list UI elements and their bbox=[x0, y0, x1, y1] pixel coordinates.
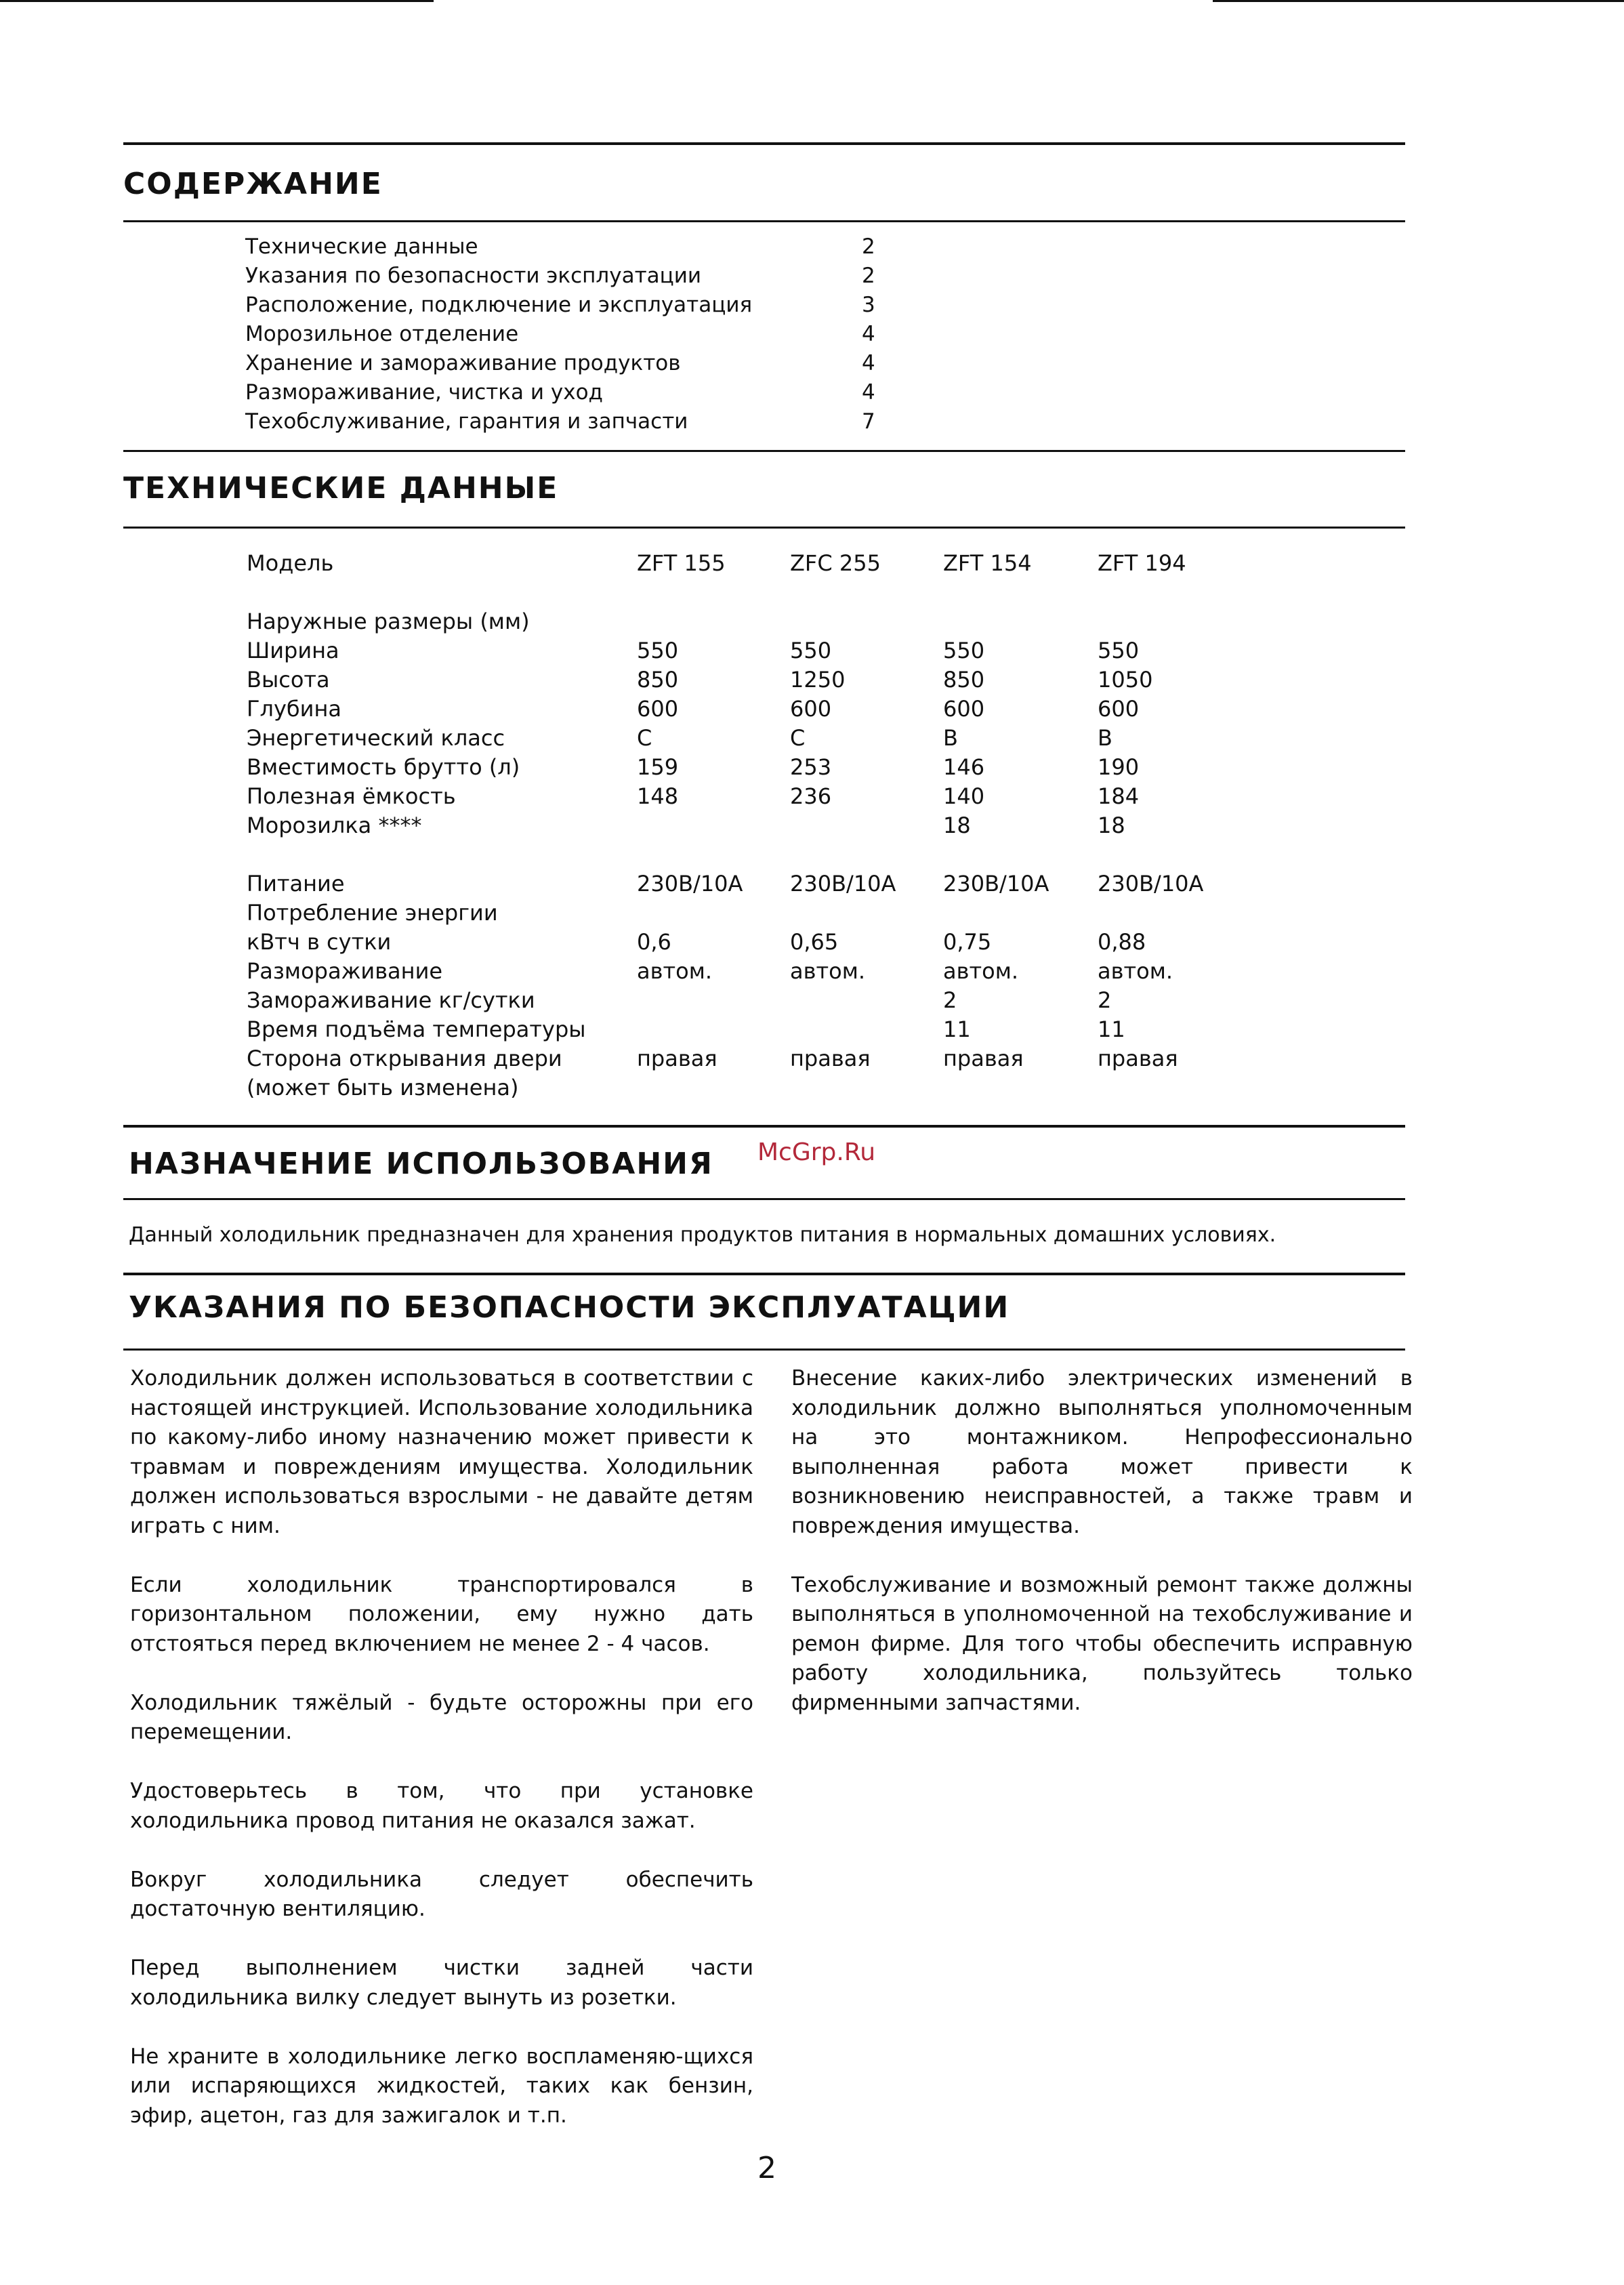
spec-row-label: Наружные размеры (мм) bbox=[247, 609, 530, 634]
purpose-title-rule bbox=[123, 1198, 1405, 1200]
spec-cell: автом. bbox=[943, 958, 1018, 984]
spec-cell: 0,6 bbox=[637, 929, 671, 955]
tech-top-rule bbox=[123, 450, 1405, 452]
spec-cell: 550 bbox=[637, 638, 679, 663]
top-edge-rule-left bbox=[0, 0, 434, 2]
safety-paragraph: Холодильник должен использоваться в соответствии с настоящей инструкцией. Использование холодильника по какому-либо иному назначению может привести к травмам и повреждениям имущества. Холодильник должен использоваться взрослыми - не давайте детям играть с ним. bbox=[130, 1366, 753, 1538]
toc-top-rule bbox=[123, 142, 1405, 145]
spec-cell: правая bbox=[637, 1046, 717, 1071]
spec-model-4: ZFT 194 bbox=[1098, 550, 1186, 576]
spec-cell: 11 bbox=[1098, 1016, 1125, 1042]
toc-item bbox=[245, 409, 896, 438]
spec-cell: 550 bbox=[943, 638, 985, 663]
spec-cell: 18 bbox=[1098, 812, 1125, 838]
spec-row-label: Сторона открывания двери bbox=[247, 1046, 562, 1071]
spec-cell: 230В/10А bbox=[637, 871, 743, 897]
spec-model-3: ZFT 154 bbox=[943, 550, 1032, 576]
toc-item bbox=[245, 322, 896, 351]
spec-cell: 253 bbox=[790, 754, 832, 780]
spec-cell: 190 bbox=[1098, 754, 1140, 780]
spec-cell: 0,75 bbox=[943, 929, 992, 955]
toc-item-page: 2 bbox=[862, 264, 875, 288]
toc-item-label: Указания по безопасности эксплуатации bbox=[245, 264, 702, 288]
spec-cell: C bbox=[790, 725, 806, 751]
toc-item bbox=[245, 351, 896, 380]
safety-paragraph: Холодильник тяжёлый - будьте осторожны при его перемещении. bbox=[130, 1690, 753, 1744]
spec-cell: B bbox=[943, 725, 958, 751]
toc-item-page: 3 bbox=[862, 293, 875, 317]
spec-cell: 600 bbox=[943, 696, 985, 722]
spec-row-label: Высота bbox=[247, 667, 330, 693]
toc-item bbox=[245, 380, 896, 409]
spec-cell: автом. bbox=[790, 958, 865, 984]
spec-cell: правая bbox=[790, 1046, 871, 1071]
spec-row-label: Размораживание bbox=[247, 958, 443, 984]
spec-row-label: Замораживание кг/сутки bbox=[247, 987, 535, 1013]
spec-cell: 0,65 bbox=[790, 929, 839, 955]
spec-row-label: Потребление энергии bbox=[247, 900, 498, 926]
spec-cell: правая bbox=[943, 1046, 1024, 1071]
spec-cell: C bbox=[637, 725, 652, 751]
spec-cell: 2 bbox=[1098, 987, 1112, 1013]
spec-cell: 11 bbox=[943, 1016, 971, 1042]
spec-cell: 850 bbox=[637, 667, 679, 693]
safety-paragraph: Внесение каких-либо электрических изменений в холодильник должно выполняться уполномоченным на это монтажником. Непрофессионально выполненная работа может привести к возникновению неисправностей, а также травм и повреждения имущества. bbox=[791, 1366, 1413, 1538]
spec-row-label: Глубина bbox=[247, 696, 341, 722]
safety-paragraph: Вокруг холодильника следует обеспечить достаточную вентиляцию. bbox=[130, 1867, 753, 1921]
spec-model-1: ZFT 155 bbox=[637, 550, 726, 576]
spec-row-label: Морозилка **** bbox=[247, 812, 422, 838]
spec-cell: автом. bbox=[1098, 958, 1173, 984]
spec-cell: 550 bbox=[790, 638, 832, 663]
safety-title: УКАЗАНИЯ ПО БЕЗОПАСНОСТИ ЭКСПЛУАТАЦИИ bbox=[129, 1290, 1010, 1325]
spec-cell: 1250 bbox=[790, 667, 846, 693]
spec-cell: 159 bbox=[637, 754, 679, 780]
spec-row-label: Время подъёма температуры bbox=[247, 1016, 586, 1042]
spec-cell: 230В/10А bbox=[790, 871, 896, 897]
spec-row-label: Питание bbox=[247, 871, 345, 897]
purpose-title: НАЗНАЧЕНИЕ ИСПОЛЬЗОВАНИЯ bbox=[129, 1147, 713, 1181]
toc-title: СОДЕРЖАНИЕ bbox=[123, 167, 383, 201]
spec-row-label: Ширина bbox=[247, 638, 339, 663]
toc-item-page: 4 bbox=[862, 351, 875, 375]
spec-cell: 600 bbox=[637, 696, 679, 722]
spec-cell: 230В/10А bbox=[943, 871, 1049, 897]
tech-title-rule bbox=[123, 527, 1405, 529]
safety-left-column bbox=[130, 1364, 753, 2160]
spec-cell: 0,88 bbox=[1098, 929, 1146, 955]
toc-title-rule bbox=[123, 220, 1405, 222]
safety-top-rule bbox=[123, 1273, 1405, 1275]
safety-paragraph: Если холодильник транспортировался в горизонтальном положении, ему нужно дать отстояться перед включением не менее 2 - 4 часов. bbox=[130, 1572, 753, 1656]
spec-cell: 140 bbox=[943, 783, 985, 809]
toc-item bbox=[245, 264, 896, 293]
spec-cell: 1050 bbox=[1098, 667, 1153, 693]
spec-cell: B bbox=[1098, 725, 1112, 751]
safety-paragraph: Не храните в холодильнике легко воспламеняю-щихся или испаряющихся жидкостей, таких как бензин, эфир, ацетон, газ для зажигалок и т.п. bbox=[130, 2044, 753, 2128]
toc-item-label: Хранение и замораживание продуктов bbox=[245, 351, 681, 375]
spec-cell: 148 bbox=[637, 783, 679, 809]
spec-row-label: кВтч в сутки bbox=[247, 929, 392, 955]
toc-item-label: Размораживание, чистка и уход bbox=[245, 380, 603, 405]
spec-cell: 230В/10А bbox=[1098, 871, 1204, 897]
purpose-text: Данный холодильник предназначен для хранения продуктов питания в нормальных домашних условиях. bbox=[129, 1223, 1276, 1247]
toc-item-page: 4 bbox=[862, 322, 875, 346]
toc-item-label: Техобслуживание, гарантия и запчасти bbox=[245, 409, 688, 434]
spec-cell: 236 bbox=[790, 783, 832, 809]
toc-item-label: Расположение, подключение и эксплуатация bbox=[245, 293, 753, 317]
spec-row-label: Энергетический класс bbox=[247, 725, 505, 751]
spec-cell: 184 bbox=[1098, 783, 1140, 809]
toc-item bbox=[245, 234, 896, 264]
purpose-top-rule bbox=[123, 1125, 1405, 1128]
spec-model-2: ZFC 255 bbox=[790, 550, 881, 576]
toc-item-page: 2 bbox=[862, 234, 875, 259]
spec-cell: правая bbox=[1098, 1046, 1178, 1071]
spec-row-label: Полезная ёмкость bbox=[247, 783, 456, 809]
spec-row-label: Вместимость брутто (л) bbox=[247, 754, 520, 780]
spec-cell: 18 bbox=[943, 812, 971, 838]
page-number: 2 bbox=[757, 2151, 776, 2185]
spec-cell: автом. bbox=[637, 958, 712, 984]
safety-right-column bbox=[791, 1364, 1413, 1748]
spec-row-label: (может быть изменена) bbox=[247, 1075, 519, 1100]
tech-title: ТЕХНИЧЕСКИЕ ДАННЫЕ bbox=[123, 471, 559, 506]
safety-paragraph: Перед выполнением чистки задней части холодильника вилку следует вынуть из розетки. bbox=[130, 1956, 753, 2010]
toc-item bbox=[245, 293, 896, 322]
safety-paragraph: Удостоверьтесь в том, что при установке холодильника провод питания не оказался зажат. bbox=[130, 1779, 753, 1833]
safety-title-rule bbox=[123, 1349, 1405, 1351]
toc-item-label: Технические данные bbox=[245, 234, 478, 259]
top-edge-rule-right bbox=[1213, 0, 1624, 2]
spec-cell: 850 bbox=[943, 667, 985, 693]
watermark: McGrp.Ru bbox=[757, 1138, 876, 1166]
spec-cell: 600 bbox=[790, 696, 832, 722]
spec-cell: 600 bbox=[1098, 696, 1140, 722]
spec-cell: 550 bbox=[1098, 638, 1140, 663]
safety-paragraph: Техобслуживание и возможный ремонт также должны выполняться в уполномоченной на техобслуживание и ремон фирме. Для того чтобы обеспечить исправную работу холодильника, пользуйтесь только фирменными запчастями. bbox=[791, 1572, 1413, 1715]
spec-cell: 2 bbox=[943, 987, 957, 1013]
spec-cell: 146 bbox=[943, 754, 985, 780]
spec-header-label: Модель bbox=[247, 550, 334, 576]
toc-item-label: Морозильное отделение bbox=[245, 322, 519, 346]
toc-item-page: 7 bbox=[862, 409, 875, 434]
toc-item-page: 4 bbox=[862, 380, 875, 405]
